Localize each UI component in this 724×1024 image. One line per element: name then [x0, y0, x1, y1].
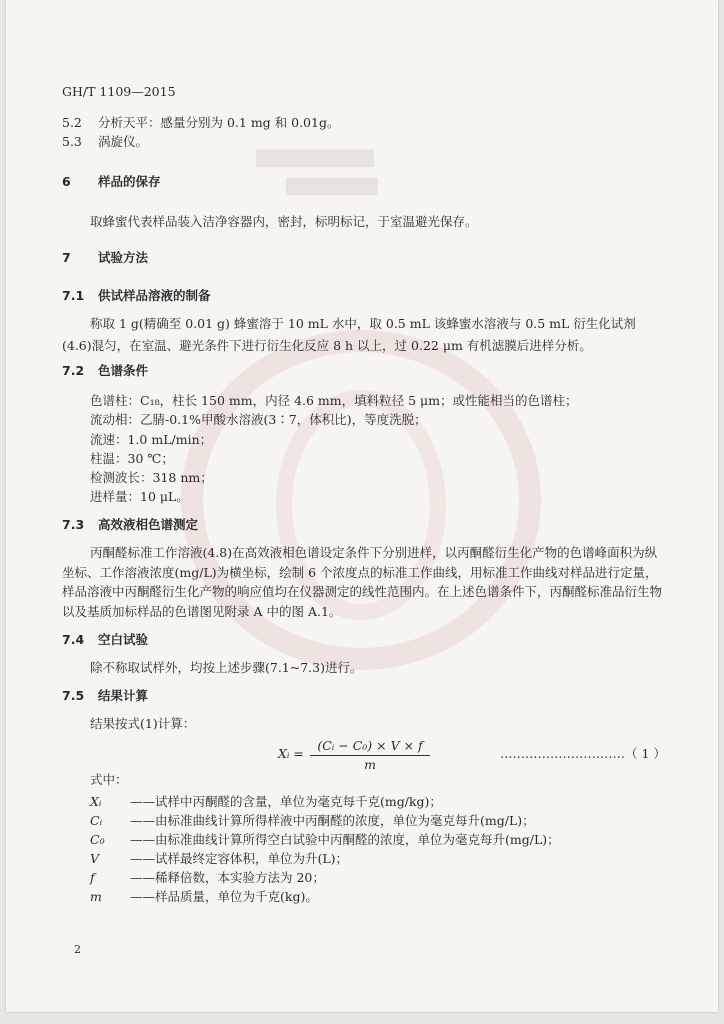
formula-intro: 结果按式(1)计算：: [90, 716, 196, 731]
formula-denominator: m: [364, 757, 376, 772]
variable-definition: Xᵢ ——试样中丙酮醛的含量，单位为毫克每千克(mg/kg)；: [90, 794, 442, 809]
clause-heading-7-5: 7.5 结果计算: [62, 688, 149, 703]
fraction-bar: [310, 755, 430, 756]
clause-7-1-body: 称取 1 g(精确至 0.01 g) 蜂蜜溶于 10 mL 水中，取 0.5 mL 该蜂蜜水溶液与 0.5 mL 衍生化试剂(4.6)混匀，在室温、避光条件下进行衍生化反应 8 h 以上，过 0.22 μm 有机滤膜后进样分析。: [62, 316, 636, 353]
clause-5-2: 5.2 分析天平：感量分别为 0.1 mg 和 0.01g。: [62, 115, 340, 130]
clause-heading-7-3: 7.3 高效液相色谱测定: [62, 517, 199, 532]
show-through-text: ▇▇▇▇▇▇▇▇▇: [256, 148, 374, 168]
clause-heading-7-4: 7.4 空白试验: [62, 632, 149, 647]
chromatography-line: 流动相：乙腈-0.1%甲酸水溶液(3∶7，体积比)，等度洗脱；: [90, 412, 427, 427]
variable-definition: m ——样品质量，单位为千克(kg)。: [90, 889, 318, 904]
formula-numerator: (Cᵢ − C₀) × V × f: [317, 738, 423, 753]
variable-definition: V ——试样最终定容体积，单位为升(L)；: [90, 851, 349, 866]
section-heading-7: 7 试验方法: [62, 250, 149, 265]
formula-1: [278, 738, 428, 772]
chromatography-line: 检测波长：318 nm；: [90, 470, 213, 485]
clause-7-4-body: 除不称取试样外，均按上述步骤(7.1~7.3)进行。: [90, 660, 363, 675]
page-number: 2: [74, 943, 81, 956]
chromatography-line: 进样量：10 μL。: [90, 489, 189, 504]
show-through-text: ▇▇▇▇▇▇▇: [286, 176, 378, 196]
where-label: 式中：: [90, 772, 128, 787]
variable-definition: f ——稀释倍数，本实验方法为 20；: [90, 870, 325, 885]
chromatography-line: 柱温：30 ℃；: [90, 451, 174, 466]
section-6-body: 取蜂蜜代表样品装入洁净容器内，密封，标明标记，于室温避光保存。: [90, 214, 478, 229]
clause-7-3-body: 丙酮醛标准工作溶液(4.8)在高效液相色谱设定条件下分别进样，以丙酮醛衍生化产物的色谱峰面积为纵坐标、工作溶液浓度(mg/L)为横坐标，绘制 6 个浓度点的标准工作曲线，用标准工作曲线对样品进行定量，样品溶液中丙酮醛衍生化产物的响应值均在仪器测定的线性范围内。在上述色谱条件下，丙酮醛标准品衍生物以及基质加标样品的色谱图见附录 A 中的图 A.1。: [62, 545, 663, 619]
clause-heading-7-2: 7.2 色谱条件: [62, 363, 149, 378]
variable-definition: C₀ ——由标准曲线计算所得空白试验中丙酮醛的浓度，单位为毫克每升(mg/L)；: [90, 832, 560, 847]
section-heading-6: 6 样品的保存: [62, 174, 161, 189]
equation-number: …………………………（ 1 ）: [500, 746, 666, 761]
standard-number: GH/T 1109—2015: [62, 84, 176, 99]
chromatography-line: 流速：1.0 mL/min；: [90, 432, 213, 447]
clause-5-3: 5.3 涡旋仪。: [62, 134, 149, 149]
document-page: [6, 0, 718, 1012]
formula-lhs: Xᵢ =: [278, 746, 304, 761]
variable-definition: Cᵢ ——由标准曲线计算所得样液中丙酮醛的浓度，单位为毫克每升(mg/L)；: [90, 813, 535, 828]
clause-heading-7-1: 7.1 供试样品溶液的制备: [62, 288, 211, 303]
chromatography-line: 色谱柱：C₁₈，柱长 150 mm，内径 4.6 mm，填料粒径 5 μm；或性能相当的色谱柱；: [90, 393, 578, 408]
